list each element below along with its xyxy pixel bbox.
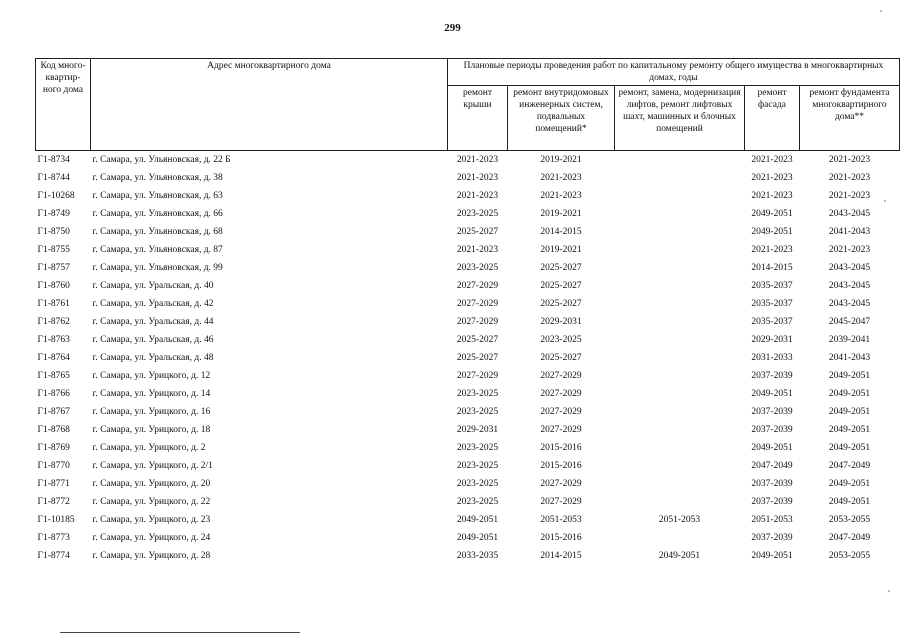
cell-roof: 2021-2023: [456, 173, 499, 183]
cell-code: Г1-8769: [37, 443, 70, 453]
cell-roof: 2023-2025: [456, 407, 499, 417]
cell-elevator: [615, 223, 745, 241]
scan-speck: [888, 590, 890, 592]
cell-foundation: 2053-2055: [828, 551, 871, 561]
table-row: [36, 403, 900, 421]
cell-engineering: 2021-2023: [540, 191, 582, 201]
footnote-divider: [60, 632, 300, 633]
cell-roof: 2021-2023: [456, 245, 499, 255]
cell-facade: 2049-2051: [751, 443, 793, 453]
cell-foundation: 2047-2049: [828, 461, 871, 471]
cell-roof: 2025-2027: [456, 335, 499, 345]
table-row: [36, 457, 900, 475]
cell-engineering: 2014-2015: [540, 551, 582, 561]
cell-foundation: 2049-2051: [828, 371, 871, 381]
cell-roof: 2027-2029: [456, 281, 499, 291]
cell-elevator: [615, 457, 745, 475]
cell-foundation: 2021-2023: [828, 173, 871, 183]
table-row: [36, 169, 900, 187]
cell-address: г. Самара, ул. Урицкого, д. 14: [92, 389, 211, 399]
cell-foundation: 2053-2055: [828, 515, 871, 525]
cell-engineering: 2027-2029: [540, 371, 582, 381]
table-row: [36, 187, 900, 205]
cell-foundation: 2043-2045: [828, 281, 871, 291]
cell-elevator: [615, 169, 745, 187]
cell-elevator: [615, 151, 745, 170]
cell-address: г. Самара, ул. Урицкого, д. 12: [92, 371, 211, 381]
cell-code: Г1-8761: [37, 299, 70, 309]
cell-elevator: 2049-2051: [658, 551, 701, 561]
cell-address: г. Самара, ул. Урицкого, д. 16: [92, 407, 211, 417]
cell-engineering: 2014-2015: [540, 227, 582, 237]
cell-elevator: [615, 403, 745, 421]
table-row: [36, 367, 900, 385]
cell-engineering: 2027-2029: [540, 425, 582, 435]
cell-engineering: 2025-2027: [540, 263, 582, 273]
header-foundation: ремонт фундамента многоквартирного дома**: [800, 86, 900, 151]
cell-elevator: 2051-2053: [658, 515, 701, 525]
cell-address: г. Самара, ул. Урицкого, д. 22: [92, 497, 211, 507]
cell-address: г. Самара, ул. Ульяновская, д. 63: [92, 191, 223, 201]
cell-address: г. Самара, ул. Ульяновская, д. 68: [92, 227, 223, 237]
cell-address: г. Самара, ул. Ульяновская, д. 99: [92, 263, 223, 273]
cell-code: Г1-8767: [37, 407, 70, 417]
cell-code: Г1-10185: [37, 515, 75, 525]
cell-roof: 2023-2025: [456, 461, 499, 471]
cell-address: г. Самара, ул. Урицкого, д. 28: [92, 551, 211, 561]
cell-facade: 2035-2037: [751, 317, 793, 327]
cell-address: г. Самара, ул. Уральская, д. 44: [92, 317, 214, 327]
cell-code: Г1-10268: [37, 191, 75, 201]
cell-code: Г1-8757: [37, 263, 70, 273]
cell-foundation: 2039-2041: [828, 335, 871, 345]
cell-address: г. Самара, ул. Урицкого, д. 2/1: [92, 461, 213, 471]
cell-facade: 2049-2051: [751, 551, 793, 561]
table-row: [36, 331, 900, 349]
cell-elevator: [615, 277, 745, 295]
cell-engineering: 2027-2029: [540, 407, 582, 417]
cell-roof: 2025-2027: [456, 353, 499, 363]
cell-facade: 2021-2023: [751, 191, 793, 201]
cell-roof: 2049-2051: [456, 515, 499, 525]
scan-speck: [880, 10, 882, 12]
cell-code: Г1-8766: [37, 389, 70, 399]
cell-elevator: [615, 421, 745, 439]
table-row: [36, 241, 900, 259]
table-row: [36, 349, 900, 367]
cell-address: г. Самара, ул. Уральская, д. 42: [92, 299, 214, 309]
cell-code: Г1-8760: [37, 281, 70, 291]
cell-code: Г1-8772: [37, 497, 70, 507]
cell-roof: 2023-2025: [456, 209, 499, 219]
cell-foundation: 2049-2051: [828, 479, 871, 489]
cell-roof: 2023-2025: [456, 389, 499, 399]
cell-engineering: 2019-2021: [540, 209, 582, 219]
cell-facade: 2037-2039: [751, 479, 793, 489]
cell-foundation: 2021-2023: [828, 155, 871, 165]
cell-elevator: [615, 259, 745, 277]
cell-engineering: 2027-2029: [540, 479, 582, 489]
cell-facade: 2051-2053: [751, 515, 793, 525]
table-row: [36, 151, 900, 170]
cell-facade: 2021-2023: [751, 245, 793, 255]
header-elevator: ремонт, замена, модернизация лифтов, ремонт лифтовых шахт, машинных и блочных помещений: [615, 86, 745, 151]
cell-elevator: [615, 493, 745, 511]
cell-code: Г1-8771: [37, 479, 70, 489]
scan-speck: [884, 200, 886, 202]
cell-address: г. Самара, ул. Уральская, д. 48: [92, 353, 214, 363]
cell-facade: 2037-2039: [751, 371, 793, 381]
cell-engineering: 2021-2023: [540, 173, 582, 183]
cell-facade: 2037-2039: [751, 425, 793, 435]
cell-engineering: 2019-2021: [540, 155, 582, 165]
cell-foundation: 2021-2023: [828, 245, 871, 255]
cell-foundation: 2043-2045: [828, 263, 871, 273]
cell-address: г. Самара, ул. Урицкого, д. 2: [92, 443, 206, 453]
cell-roof: 2049-2051: [456, 533, 499, 543]
cell-elevator: [615, 529, 745, 547]
cell-address: г. Самара, ул. Урицкого, д. 24: [92, 533, 211, 543]
capital-repair-table: [35, 58, 900, 565]
cell-address: г. Самара, ул. Уральская, д. 46: [92, 335, 214, 345]
cell-code: Г1-8755: [37, 245, 70, 255]
cell-code: Г1-8744: [37, 173, 70, 183]
table-row: [36, 493, 900, 511]
cell-address: г. Самара, ул. Ульяновская, д. 22 Б: [92, 155, 231, 165]
cell-facade: 2037-2039: [751, 497, 793, 507]
cell-elevator: [615, 349, 745, 367]
table-row: [36, 205, 900, 223]
cell-roof: 2023-2025: [456, 443, 499, 453]
cell-roof: 2023-2025: [456, 497, 499, 507]
cell-facade: 2029-2031: [751, 335, 793, 345]
cell-facade: 2047-2049: [751, 461, 793, 471]
table-row: [36, 475, 900, 493]
cell-foundation: 2041-2043: [828, 353, 871, 363]
table-row: [36, 385, 900, 403]
cell-facade: 2037-2039: [751, 533, 793, 543]
cell-foundation: 2049-2051: [828, 443, 871, 453]
cell-foundation: 2047-2049: [828, 533, 871, 543]
cell-foundation: 2045-2047: [828, 317, 871, 327]
cell-code: Г1-8762: [37, 317, 70, 327]
cell-code: Г1-8749: [37, 209, 70, 219]
cell-code: Г1-8768: [37, 425, 70, 435]
cell-code: Г1-8770: [37, 461, 70, 471]
cell-elevator: [615, 475, 745, 493]
cell-facade: 2014-2015: [751, 263, 793, 273]
cell-code: Г1-8764: [37, 353, 70, 363]
header-facade: ремонт фасада: [745, 86, 800, 151]
cell-facade: 2037-2039: [751, 407, 793, 417]
cell-foundation: 2049-2051: [828, 425, 871, 435]
header-periods: Плановые периоды проведения работ по капитальному ремонту общего имущества в многоквартирных домах, годы: [448, 59, 900, 86]
header-code: Код много-квартир-ного дома: [36, 59, 91, 151]
cell-foundation: 2049-2051: [828, 497, 871, 507]
cell-roof: 2027-2029: [456, 299, 499, 309]
cell-facade: 2035-2037: [751, 281, 793, 291]
cell-roof: 2029-2031: [456, 425, 499, 435]
cell-address: г. Самара, ул. Урицкого, д. 20: [92, 479, 211, 489]
table-row: [36, 529, 900, 547]
cell-roof: 2023-2025: [456, 263, 499, 273]
cell-facade: 2021-2023: [751, 173, 793, 183]
page-number: 299: [444, 22, 461, 34]
table-row: [36, 421, 900, 439]
cell-code: Г1-8734: [37, 155, 70, 165]
cell-elevator: [615, 313, 745, 331]
table-row: [36, 223, 900, 241]
cell-roof: 2027-2029: [456, 317, 499, 327]
cell-engineering: 2025-2027: [540, 353, 582, 363]
cell-engineering: 2027-2029: [540, 389, 582, 399]
cell-foundation: 2041-2043: [828, 227, 871, 237]
cell-facade: 2031-2033: [751, 353, 793, 363]
cell-engineering: 2025-2027: [540, 299, 582, 309]
cell-engineering: 2023-2025: [540, 335, 582, 345]
cell-elevator: [615, 385, 745, 403]
table-body: [36, 151, 900, 566]
cell-code: Г1-8774: [37, 551, 70, 561]
header-address: Адрес многоквартирного дома: [91, 59, 448, 151]
table-row: [36, 313, 900, 331]
cell-address: г. Самара, ул. Уральская, д. 40: [92, 281, 214, 291]
cell-facade: 2049-2051: [751, 389, 793, 399]
cell-roof: 2025-2027: [456, 227, 499, 237]
table-row: [36, 277, 900, 295]
cell-elevator: [615, 241, 745, 259]
cell-elevator: [615, 205, 745, 223]
table-row: [36, 295, 900, 313]
cell-address: г. Самара, ул. Урицкого, д. 23: [92, 515, 211, 525]
cell-facade: 2049-2051: [751, 209, 793, 219]
cell-code: Г1-8765: [37, 371, 70, 381]
cell-engineering: 2027-2029: [540, 497, 582, 507]
table-row: [36, 259, 900, 277]
header-roof: ремонт крыши: [448, 86, 508, 151]
cell-engineering: 2051-2053: [540, 515, 582, 525]
header-engineering: ремонт внутридомовых инженерных систем, подвальных помещений*: [508, 86, 615, 151]
table-row: [36, 547, 900, 565]
cell-elevator: [615, 439, 745, 457]
cell-address: г. Самара, ул. Ульяновская, д. 38: [92, 173, 223, 183]
cell-roof: 2023-2025: [456, 479, 499, 489]
cell-foundation: 2049-2051: [828, 389, 871, 399]
cell-engineering: 2019-2021: [540, 245, 582, 255]
cell-elevator: [615, 295, 745, 313]
cell-address: г. Самара, ул. Ульяновская, д. 66: [92, 209, 223, 219]
cell-code: Г1-8750: [37, 227, 70, 237]
cell-elevator: [615, 331, 745, 349]
cell-foundation: 2043-2045: [828, 209, 871, 219]
cell-code: Г1-8773: [37, 533, 70, 543]
cell-facade: 2049-2051: [751, 227, 793, 237]
cell-facade: 2035-2037: [751, 299, 793, 309]
cell-elevator: [615, 367, 745, 385]
cell-facade: 2021-2023: [751, 155, 793, 165]
cell-elevator: [615, 187, 745, 205]
cell-foundation: 2049-2051: [828, 407, 871, 417]
cell-address: г. Самара, ул. Ульяновская, д. 87: [92, 245, 223, 255]
cell-roof: 2021-2023: [456, 191, 499, 201]
cell-code: Г1-8763: [37, 335, 70, 345]
table-row: [36, 439, 900, 457]
cell-roof: 2021-2023: [456, 155, 499, 165]
cell-engineering: 2029-2031: [540, 317, 582, 327]
table-row: [36, 511, 900, 529]
cell-foundation: 2043-2045: [828, 299, 871, 309]
cell-engineering: 2015-2016: [540, 461, 582, 471]
cell-engineering: 2025-2027: [540, 281, 582, 291]
cell-foundation: 2021-2023: [828, 191, 871, 201]
cell-roof: 2033-2035: [456, 551, 499, 561]
cell-engineering: 2015-2016: [540, 533, 582, 543]
cell-roof: 2027-2029: [456, 371, 499, 381]
cell-address: г. Самара, ул. Урицкого, д. 18: [92, 425, 211, 435]
cell-engineering: 2015-2016: [540, 443, 582, 453]
